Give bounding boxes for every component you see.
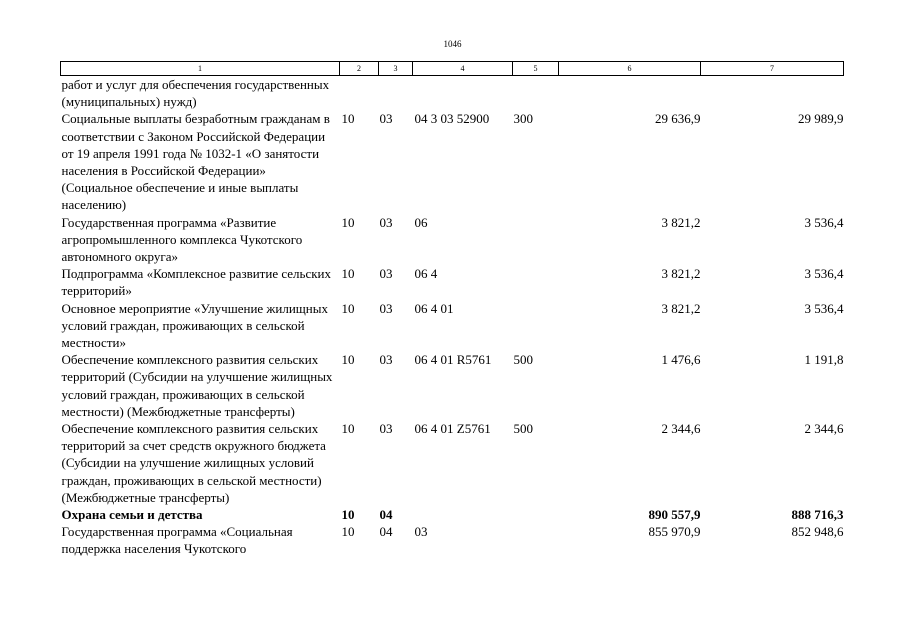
row-name: Обеспечение комплексного развития сельских территорий (Субсидии на улучшение жилищных условий граждан, проживающих в сельской местности) (Межбюджетные трансферты) xyxy=(61,352,333,419)
header-col-7: 7 xyxy=(701,62,844,76)
table-row xyxy=(61,214,844,266)
row-amount-col7: 852 948,6 xyxy=(791,524,844,540)
row-amount-col6: 890 557,9 xyxy=(648,507,701,523)
row-subsection: 03 xyxy=(379,300,393,316)
row-section: 10 xyxy=(341,524,355,540)
row-expense-type xyxy=(513,523,559,557)
table-row xyxy=(61,351,844,420)
row-amount-col6: 3 821,2 xyxy=(661,300,701,316)
row-name: Охрана семьи и детства xyxy=(61,507,203,523)
row-name: Государственная программа «Социальная поддержка населения Чукотского xyxy=(61,524,293,557)
row-expense-type xyxy=(513,265,559,299)
row-section: 10 xyxy=(341,111,355,127)
row-subsection: 03 xyxy=(379,111,393,127)
row-subsection: 03 xyxy=(379,421,393,437)
table-row xyxy=(61,76,844,111)
row-subsection: 03 xyxy=(379,266,393,282)
row-expense-type xyxy=(513,300,559,352)
row-expense-type: 300 xyxy=(513,111,533,127)
row-section: 10 xyxy=(341,214,355,230)
row-subsection: 03 xyxy=(379,352,393,368)
row-subsection: 04 xyxy=(379,507,393,523)
row-amount-col7: 2 344,6 xyxy=(804,421,844,437)
row-subsection: 04 xyxy=(379,524,393,540)
header-col-2: 2 xyxy=(340,62,379,76)
row-expense-type: 500 xyxy=(513,352,533,368)
row-amount-col7: 3 536,4 xyxy=(804,214,844,230)
row-subsection xyxy=(379,76,413,111)
row-amount-col7: 888 716,3 xyxy=(791,507,844,523)
row-target-article: 06 4 01 R5761 xyxy=(414,352,492,368)
row-amount-col6: 855 970,9 xyxy=(648,524,701,540)
table-row xyxy=(61,265,844,299)
row-amount-col7: 3 536,4 xyxy=(804,300,844,316)
budget-table xyxy=(60,61,844,558)
row-section: 10 xyxy=(341,352,355,368)
row-section: 10 xyxy=(341,507,355,523)
row-target-article xyxy=(413,506,513,523)
table-row xyxy=(61,110,844,213)
header-col-4: 4 xyxy=(413,62,513,76)
row-amount-col7: 1 191,8 xyxy=(804,352,844,368)
table-header xyxy=(61,62,844,76)
row-amount-col6: 29 636,9 xyxy=(655,111,701,127)
table-body xyxy=(61,76,844,558)
header-col-3: 3 xyxy=(379,62,413,76)
row-amount-col6: 2 344,6 xyxy=(661,421,701,437)
row-section: 10 xyxy=(341,266,355,282)
row-target-article: 06 4 01 xyxy=(414,300,454,316)
row-expense-type: 500 xyxy=(513,421,533,437)
page-number: 1046 xyxy=(443,39,462,49)
row-name: Основное мероприятие «Улучшение жилищных условий граждан, проживающих в сельской местности» xyxy=(61,300,328,351)
row-target-article: 04 3 03 52900 xyxy=(414,111,490,127)
row-expense-type xyxy=(513,76,559,111)
row-name: Подпрограмма «Комплексное развитие сельских территорий» xyxy=(61,266,332,299)
row-expense-type xyxy=(513,214,559,266)
row-amount-col7 xyxy=(701,76,844,111)
row-amount-col6: 3 821,2 xyxy=(661,266,701,282)
row-target-article xyxy=(413,76,513,111)
table-row xyxy=(61,420,844,506)
header-col-1: 1 xyxy=(61,62,340,76)
table-row xyxy=(61,300,844,352)
row-target-article: 06 xyxy=(414,214,428,230)
table-row xyxy=(61,506,844,523)
row-section: 10 xyxy=(341,421,355,437)
row-amount-col6: 1 476,6 xyxy=(661,352,701,368)
row-name: Обеспечение комплексного развития сельских территорий за счет средств окружного бюджета (Субсидии на улучшение жилищных условий граждан, проживающих в сельской местности) (Межбюджетные трансферты) xyxy=(61,421,326,505)
header-col-5: 5 xyxy=(513,62,559,76)
row-amount-col6: 3 821,2 xyxy=(661,214,701,230)
header-row xyxy=(61,62,844,76)
row-expense-type xyxy=(513,506,559,523)
row-amount-col7: 3 536,4 xyxy=(804,266,844,282)
row-name: работ и услуг для обеспечения государственных (муниципальных) нужд) xyxy=(61,77,330,110)
row-name: Государственная программа «Развитие агропромышленного комплекса Чукотского автономного округа» xyxy=(61,214,303,265)
row-target-article: 06 4 01 Z5761 xyxy=(414,421,491,437)
row-name: Социальные выплаты безработным гражданам в соответствии с Законом Российской Федерации от 19 апреля 1991 года № 1032-1 «О занятости населения в Российской Федерации» (Социальное обеспечение и иные выплаты населению) xyxy=(61,111,330,213)
row-section: 10 xyxy=(341,300,355,316)
row-section xyxy=(340,76,379,111)
row-amount-col7: 29 989,9 xyxy=(798,111,844,127)
row-subsection: 03 xyxy=(379,214,393,230)
row-target-article: 06 4 xyxy=(414,266,438,282)
header-col-6: 6 xyxy=(559,62,701,76)
row-amount-col6 xyxy=(559,76,701,111)
table-row xyxy=(61,523,844,557)
row-target-article: 03 xyxy=(414,524,428,540)
